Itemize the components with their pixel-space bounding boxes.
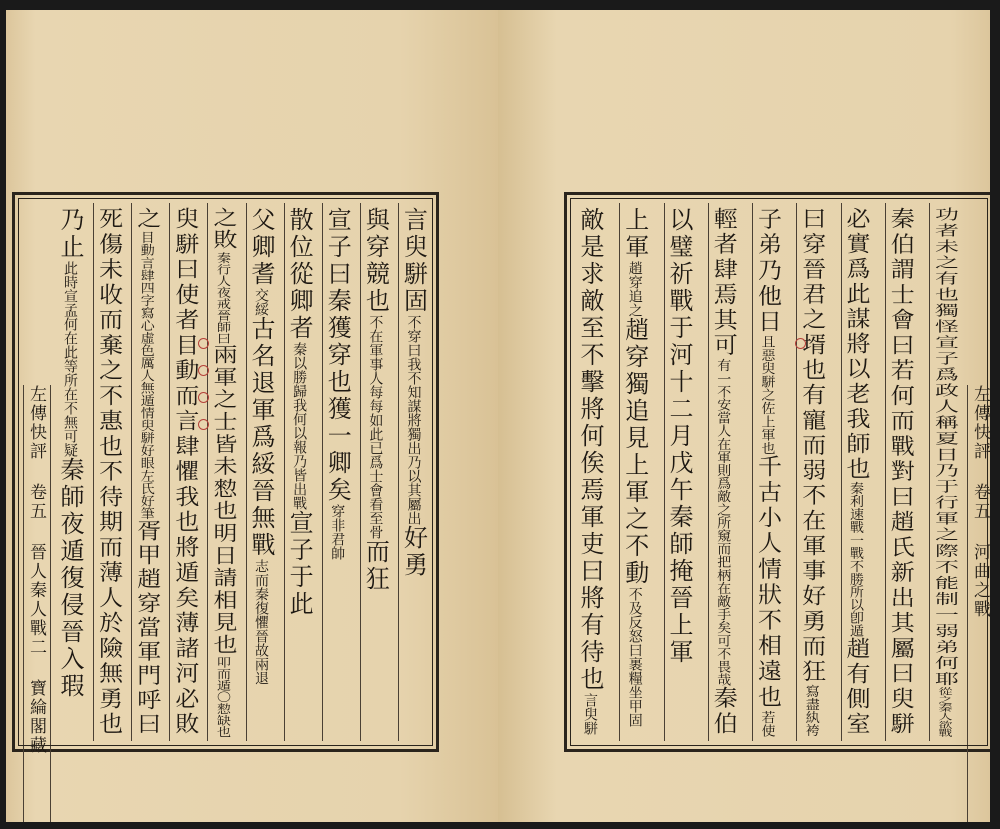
text-column [885,203,915,741]
text-column [796,203,826,741]
column-text: 父卿耆交綏古名退軍爲綏晉無戰志而秦復懼晉故兩退 [247,207,276,685]
text-column [752,203,782,741]
red-annotation-mark [198,392,209,403]
column-text: 死傷未收而棄之不惠也不待期而薄人於險無勇也 [94,207,123,738]
left-fold-column [23,385,51,822]
column-text: 之目動言肆四字寫心虛色厲人無遁情臾駢好眼左氏好筆胥甲趙穿當軍門呼曰 [132,207,161,737]
text-column [284,203,314,741]
column-text: 與穿競也不在軍事人每每如此已爲士會看至骨而狂 [361,207,390,593]
column-text: 散位從卿者秦以勝歸我何以報乃皆出戰宣子于此 [285,207,314,618]
text-column [664,203,694,741]
column-text: 乃止此時宣孟何在此等所在不無可疑秦師夜遁復侵晉入瑕 [56,207,84,700]
right-text-frame [564,192,990,752]
text-column [708,203,738,741]
column-text: 秦伯謂士會曰若何而戰對曰趙氏新出其屬曰臾駢 [886,207,915,738]
column-text: 以璧祈戰于河十二月戊午秦師掩晉上軍 [665,207,693,666]
text-column [398,203,428,741]
right-fold-title: 左傳快評 卷五 河曲之戰 [970,385,990,619]
column-text: 曰穿晉君之壻也有寵而弱不在軍事好勇而狂寫盡紈袴 [797,207,826,737]
text-column [619,203,649,741]
column-text: 臾駢曰使者目動而言肆懼我也將遁矣薄諸河必敗 [170,207,199,738]
text-column [246,203,276,741]
left-columns [55,203,428,741]
text-column [575,203,605,741]
left-text-frame [12,192,439,755]
column-text: 敵是求敵至不擊將何俟焉軍吏曰將有待也言臾駢 [576,207,604,735]
text-column [55,203,85,741]
text-column [207,203,237,741]
right-page [498,10,990,822]
left-fold-title: 左傳快評 卷五 晉人秦人戰二 寶綸閣藏 [26,385,46,755]
red-annotation-mark [198,365,209,376]
text-column [929,203,959,741]
column-text: 言臾駢固不穿曰我不知謀將獨出乃以其屬出好勇 [399,207,428,579]
column-text: 宣子曰秦獲穿也獲一卿矣穿非君帥 [323,207,352,560]
text-column [93,203,123,741]
red-annotation-mark [795,338,806,349]
red-annotation-mark [198,419,209,430]
text-column [360,203,390,741]
right-fold-column [967,385,990,822]
column-text: 上軍趙穿追之趙穿獨追見上軍之不動不及反怒曰裹糧坐甲固 [620,207,649,727]
left-page [6,10,498,822]
text-column [169,203,199,741]
text-column [322,203,352,741]
right-columns [575,203,959,741]
column-text: 輕者肆焉其可有一不安當人在軍則爲敵之所窺而把柄在敵手矣可不畏哉秦伯 [709,207,738,737]
column-text: 功者未之有也獨怪宣子爲政人稱夏日乃于行軍之際不能制一弱弟何耶從之秦人欲戰 [930,207,959,738]
red-annotation-mark [198,338,209,349]
text-column [131,203,161,741]
column-text: 子弟乃他日且惡臾駢之佐上軍也千古小人情狀不相遠也若使 [753,207,782,737]
text-column [841,203,871,741]
column-text: 必實爲此謀將以老我師也秦利速戰一戰不勝所以卽遁趙有側室 [842,207,870,738]
column-text: 之敗秦行人夜戒晉師曰兩軍之士皆未愸也明日請相見也叩而遁〇愸缺也 [208,207,237,738]
